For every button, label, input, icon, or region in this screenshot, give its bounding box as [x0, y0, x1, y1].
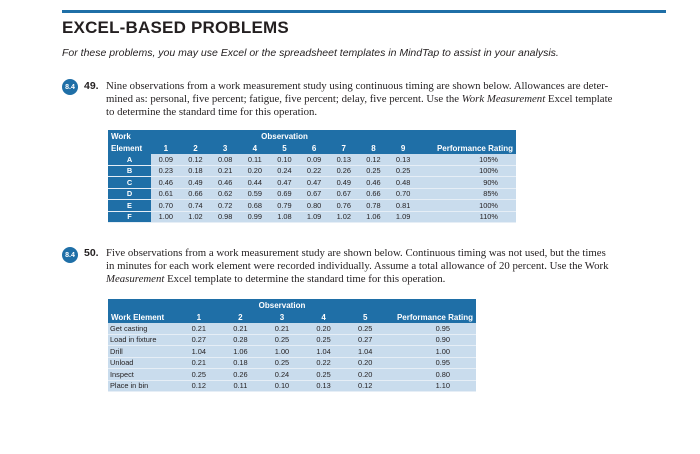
- section-title: EXCEL-BASED PROBLEMS: [62, 18, 289, 37]
- table-cell: 0.47: [299, 177, 329, 189]
- table-cell: 0.13: [388, 154, 418, 165]
- table-cell: 0.48: [388, 177, 418, 189]
- table-cell: 1.06: [220, 346, 262, 358]
- table-cell: 0.25: [261, 334, 303, 346]
- performance-rating-cell: 100%: [418, 165, 516, 177]
- table-cell: 0.09: [151, 154, 181, 165]
- section-intro: For these problems, you may use Excel or the spreadsheet templates in MindTap to assist in your analysis.: [62, 47, 559, 59]
- header-performance-rating: Performance Rating: [386, 311, 476, 323]
- obs-col-header: 6: [299, 142, 329, 154]
- obs-col-header: 2: [220, 311, 262, 323]
- table-row: [108, 346, 476, 358]
- table-cell: 0.26: [329, 165, 359, 177]
- obs-col-header: 9: [388, 142, 418, 154]
- table-cell: 0.25: [303, 369, 345, 381]
- row-label: Place in bin: [108, 380, 178, 392]
- table-cell: 0.25: [388, 165, 418, 177]
- table-cell: 0.66: [359, 188, 389, 200]
- table-cell: 1.04: [178, 346, 220, 358]
- obs-col-header: 5: [270, 142, 300, 154]
- table-cell: 0.18: [181, 165, 211, 177]
- problem-49-table: [108, 130, 516, 223]
- table-cell: 0.46: [151, 177, 181, 189]
- performance-rating-cell: 85%: [418, 188, 516, 200]
- problem-50-number: 50.: [84, 247, 99, 259]
- performance-rating-cell: 105%: [418, 154, 516, 165]
- table-cell: 0.59: [240, 188, 270, 200]
- table-cell: 0.12: [344, 380, 386, 392]
- performance-rating-cell: 100%: [418, 200, 516, 212]
- table-cell: 0.11: [240, 154, 270, 165]
- table-cell: 0.27: [344, 334, 386, 346]
- problem-50-line-1: Five observations from a work measurement study are shown below. Continuous timing was not used, but the times: [106, 247, 606, 259]
- problem-49-line-2: [106, 93, 612, 106]
- problem-50-badge: 8.4: [62, 247, 78, 263]
- problem-49-line-2-a: mined as: personal, five percent; fatigue, five percent; delay, five percent. Use the: [106, 93, 462, 105]
- header-element: Element: [108, 142, 151, 154]
- table-row: [108, 323, 476, 334]
- table-cell: 0.80: [299, 200, 329, 212]
- table-cell: 0.62: [210, 188, 240, 200]
- table-cell: 0.49: [329, 177, 359, 189]
- row-label: Unload: [108, 357, 178, 369]
- table-cell: 0.24: [261, 369, 303, 381]
- problem-49-template-name: Work Measurement: [461, 93, 546, 105]
- table-cell: 0.20: [240, 165, 270, 177]
- table-cell: 0.25: [178, 369, 220, 381]
- table-cell: 0.69: [270, 188, 300, 200]
- table-cell: 0.23: [151, 165, 181, 177]
- row-label: Drill: [108, 346, 178, 358]
- table-cell: 0.72: [210, 200, 240, 212]
- table-cell: 0.13: [303, 380, 345, 392]
- table-row: [108, 211, 516, 223]
- table-cell: 0.12: [181, 154, 211, 165]
- performance-rating-cell: 110%: [418, 211, 516, 223]
- table-row: [108, 369, 476, 381]
- performance-rating-cell: 0.90: [386, 334, 476, 346]
- table-cell: 0.46: [359, 177, 389, 189]
- table-cell: 0.21: [210, 165, 240, 177]
- table-row: [108, 188, 516, 200]
- table-cell: 0.22: [299, 165, 329, 177]
- table-cell: 0.12: [359, 154, 389, 165]
- table-cell: 1.08: [270, 211, 300, 223]
- table-cell: 0.44: [240, 177, 270, 189]
- table-cell: 0.11: [220, 380, 262, 392]
- table-cell: 0.25: [344, 323, 386, 334]
- table-cell: 0.81: [388, 200, 418, 212]
- row-label: A: [108, 154, 151, 165]
- performance-rating-cell: 1.10: [386, 380, 476, 392]
- table-cell: 1.04: [303, 346, 345, 358]
- table-cell: 0.74: [181, 200, 211, 212]
- table-cell: 1.09: [388, 211, 418, 223]
- table-row: [108, 380, 476, 392]
- table-cell: 0.21: [220, 323, 262, 334]
- table-cell: 0.18: [220, 357, 262, 369]
- title-rule: [62, 10, 666, 13]
- table-cell: 0.26: [220, 369, 262, 381]
- performance-rating-cell: 0.80: [386, 369, 476, 381]
- table-cell: 0.78: [359, 200, 389, 212]
- table-cell: 0.24: [270, 165, 300, 177]
- row-label: D: [108, 188, 151, 200]
- obs-col-header: 3: [261, 311, 303, 323]
- table-row: [108, 165, 516, 177]
- table-cell: 0.25: [359, 165, 389, 177]
- row-label: E: [108, 200, 151, 212]
- problem-49-number: 49.: [84, 80, 99, 92]
- table-cell: 0.22: [303, 357, 345, 369]
- table-row: [108, 357, 476, 369]
- problem-49-badge: 8.4: [62, 79, 78, 95]
- header-observation-2: Observation: [178, 299, 386, 311]
- table-cell: 0.76: [329, 200, 359, 212]
- table-cell: 0.67: [329, 188, 359, 200]
- table-row: [108, 154, 516, 165]
- table-cell: 0.20: [344, 369, 386, 381]
- obs-col-header: 7: [329, 142, 359, 154]
- table-cell: 1.09: [299, 211, 329, 223]
- table-cell: 0.12: [178, 380, 220, 392]
- table-cell: 0.10: [261, 380, 303, 392]
- table-cell: 0.70: [388, 188, 418, 200]
- obs-col-header: 8: [359, 142, 389, 154]
- performance-rating-cell: 1.00: [386, 346, 476, 358]
- table-cell: 0.08: [210, 154, 240, 165]
- obs-col-header: 3: [210, 142, 240, 154]
- table-cell: 1.06: [359, 211, 389, 223]
- row-label: B: [108, 165, 151, 177]
- header-work-element: Work Element: [108, 311, 178, 323]
- performance-rating-cell: 0.95: [386, 323, 476, 334]
- table-cell: 0.47: [270, 177, 300, 189]
- problem-50-line-2: in minutes for each work element were recorded individually. Assume a total allowance of 20 percent. Use the Work: [106, 260, 609, 272]
- table-cell: 0.25: [261, 357, 303, 369]
- table-cell: 0.28: [220, 334, 262, 346]
- problem-49-line-2-b: Excel template: [545, 93, 613, 105]
- table-cell: 0.68: [240, 200, 270, 212]
- problem-50-line-3-b: Excel template to determine the standard time for this operation.: [164, 273, 446, 285]
- table-cell: 0.79: [270, 200, 300, 212]
- obs-col-header: 4: [303, 311, 345, 323]
- table-cell: 0.99: [240, 211, 270, 223]
- problem-49-line-3: to determine the standard time for this operation.: [106, 106, 318, 118]
- table-cell: 0.20: [303, 323, 345, 334]
- table-cell: 0.46: [210, 177, 240, 189]
- table-cell: 0.21: [178, 357, 220, 369]
- obs-col-header: 2: [181, 142, 211, 154]
- obs-col-header: 5: [344, 311, 386, 323]
- table-row: [108, 200, 516, 212]
- table-cell: 0.21: [261, 323, 303, 334]
- table-cell: 0.67: [299, 188, 329, 200]
- problem-50-template-name: Measurement: [106, 273, 165, 285]
- table-cell: 0.20: [344, 357, 386, 369]
- table-cell: 0.27: [178, 334, 220, 346]
- table-cell: 0.70: [151, 200, 181, 212]
- table-cell: 1.02: [329, 211, 359, 223]
- row-label: Get casting: [108, 323, 178, 334]
- table-row: [108, 177, 516, 189]
- table-cell: 1.04: [344, 346, 386, 358]
- header-performance-rating: Performance Rating: [418, 142, 516, 154]
- problem-50-table: [108, 299, 476, 392]
- table-cell: 1.02: [181, 211, 211, 223]
- table-cell: 0.61: [151, 188, 181, 200]
- table-cell: 1.00: [261, 346, 303, 358]
- row-label: Inspect: [108, 369, 178, 381]
- table-row: [108, 334, 476, 346]
- header-observation: Observation: [151, 130, 418, 142]
- row-label: Load in fixture: [108, 334, 178, 346]
- header-work: Work: [108, 130, 151, 142]
- table-cell: 0.49: [181, 177, 211, 189]
- table-cell: 0.98: [210, 211, 240, 223]
- obs-col-header: 4: [240, 142, 270, 154]
- problem-49-line-1: Nine observations from a work measurement study using continuous timing are shown below. Allowances are deter-: [106, 80, 609, 92]
- row-label: C: [108, 177, 151, 189]
- table-cell: 0.25: [303, 334, 345, 346]
- obs-col-header: 1: [178, 311, 220, 323]
- performance-rating-cell: 0.95: [386, 357, 476, 369]
- obs-col-header: 1: [151, 142, 181, 154]
- row-label: F: [108, 211, 151, 223]
- table-cell: 0.10: [270, 154, 300, 165]
- table-cell: 0.21: [178, 323, 220, 334]
- table-cell: 0.66: [181, 188, 211, 200]
- performance-rating-cell: 90%: [418, 177, 516, 189]
- table-cell: 0.09: [299, 154, 329, 165]
- table-cell: 1.00: [151, 211, 181, 223]
- problem-50-line-3: [106, 273, 445, 286]
- table-cell: 0.13: [329, 154, 359, 165]
